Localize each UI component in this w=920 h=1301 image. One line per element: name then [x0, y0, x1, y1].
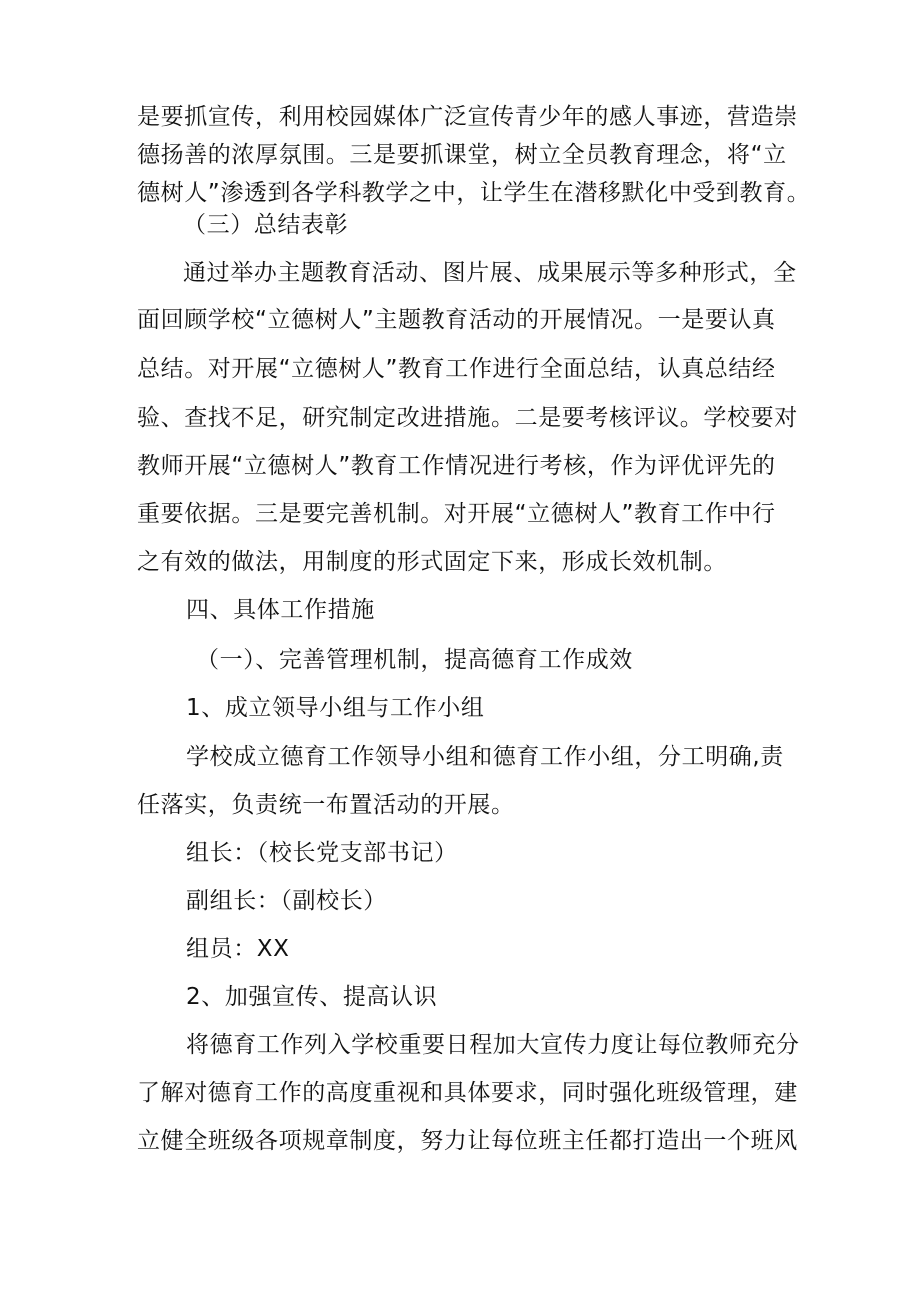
body-text-line: 了解对德育工作的高度重视和具体要求，同时强化班级管理，建	[137, 1080, 798, 1106]
body-text-line: 将德育工作列入学校重要日程加大宣传力度让每位教师充分	[186, 1032, 800, 1058]
body-text-line: 立健全班级各项规章制度，努力让每位班主任都打造出一个班风	[137, 1128, 798, 1154]
item-heading: 2、加强宣传、提高认识	[186, 984, 438, 1010]
body-text-line: 验、查找不足，研究制定改进措施。二是要考核评议。学校要对	[137, 405, 798, 431]
body-text-line: 通过举办主题教育活动、图片展、成果展示等多种形式，全	[183, 260, 797, 286]
body-text-line: 德扬善的浓厚氛围。三是要抓课堂，树立全员教育理念，将“立	[137, 142, 787, 168]
body-text-line: 重要依据。三是要完善机制。对开展“立德树人”教育工作中行	[137, 501, 776, 527]
item-heading: 1、成立领导小组与工作小组	[186, 695, 485, 721]
body-text-line: 是要抓宣传，利用校园媒体广泛宣传青少年的感人事迹，营造崇	[137, 104, 798, 130]
body-text-line: 学校成立德育工作领导小组和德育工作小组，分工明确,责	[186, 744, 784, 770]
body-text-line: 组员：XX	[186, 936, 290, 962]
body-text-line: 组长：（校长党支部书记）	[186, 840, 458, 866]
body-text-line: 教师开展“立德树人”教育工作情况进行考核，作为评优评先的	[137, 453, 776, 479]
body-text-line: 任落实，负责统一布置活动的开展。	[137, 792, 515, 818]
body-text-line: 之有效的做法，用制度的形式固定下来，形成长效机制。	[137, 549, 727, 575]
section-heading: 四、具体工作措施	[186, 597, 375, 623]
body-text-line: 总结。对开展“立德树人”教育工作进行全面总结，认真总结经	[137, 356, 776, 382]
body-text-line: 德树人”渗透到各学科教学之中，让学生在潜移默化中受到教育。	[137, 180, 811, 206]
body-text-line: 副组长：（副校长）	[186, 888, 387, 914]
subsection-heading: （一）、完善管理机制，提高德育工作成效	[196, 647, 633, 673]
body-text-line: 面回顾学校“立德树人”主题教育活动的开展情况。一是要认真	[137, 307, 776, 333]
section-heading: （三）总结表彰	[183, 212, 349, 238]
